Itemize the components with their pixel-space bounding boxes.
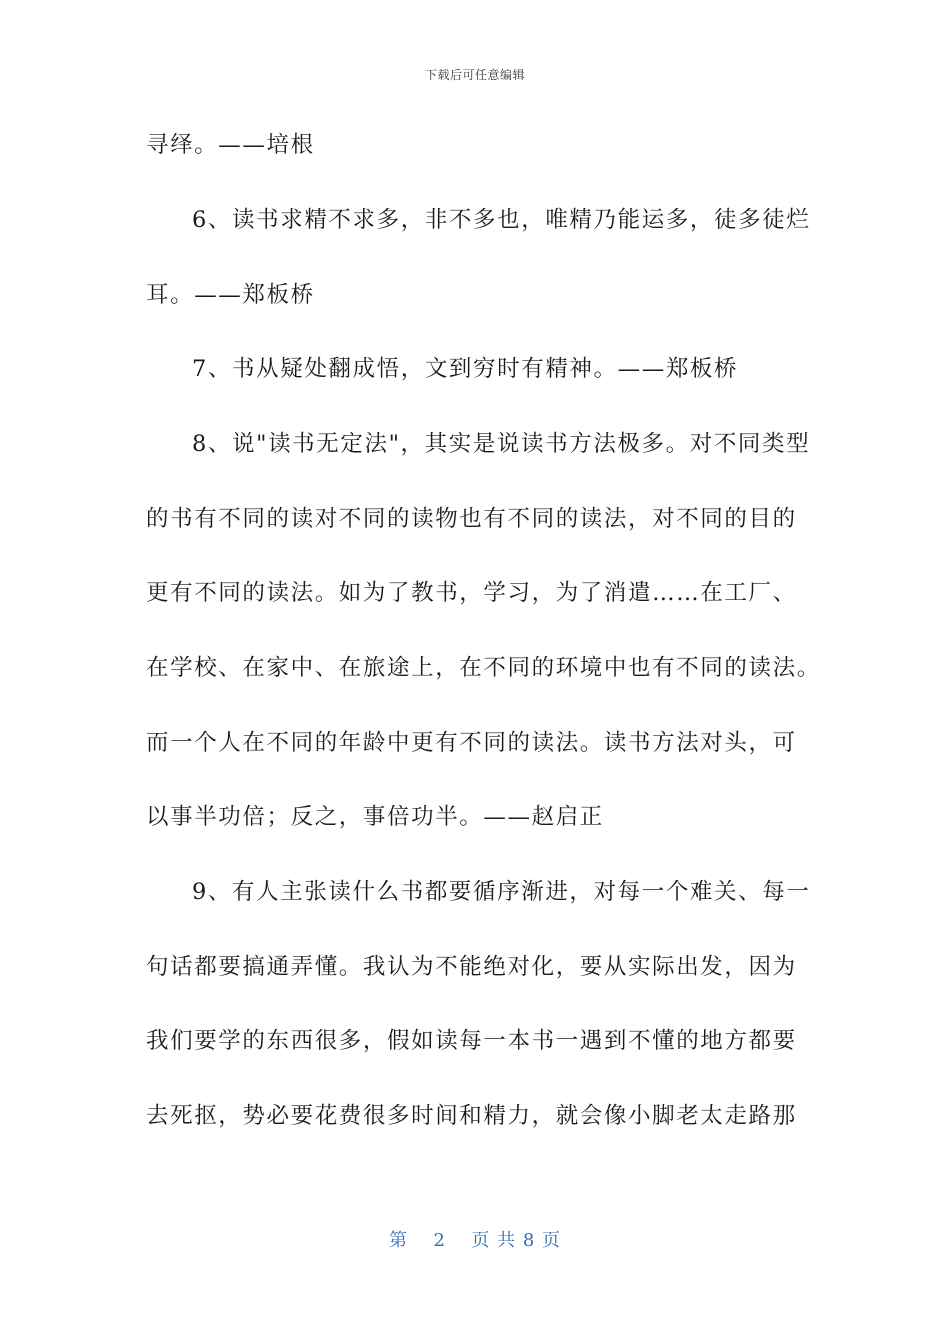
page-end-label: 页	[542, 1230, 562, 1251]
text-line: 7、书从疑处翻成悟，文到穷时有精神。——郑板桥	[192, 356, 739, 382]
text-line: 在学校、在家中、在旅途上，在不同的环境中也有不同的读法。	[146, 655, 821, 681]
page-number-footer	[0, 1226, 950, 1252]
page-label: 第	[388, 1230, 408, 1251]
text-line: 耳。——郑板桥	[146, 282, 315, 308]
text-line: 8、说"读书无定法"，其实是说读书方法极多。对不同类型	[192, 431, 811, 457]
page-total-label: 页 共	[471, 1230, 517, 1251]
current-page: 2	[433, 1230, 446, 1251]
page-header: 下载后可任意编辑	[424, 68, 525, 82]
text-line: 的书有不同的读对不同的读物也有不同的读法，对不同的目的	[146, 506, 797, 532]
text-line: 9、有人主张读什么书都要循序渐进，对每一个难关、每一	[192, 879, 811, 905]
text-line: 以事半功倍；反之，事倍功半。——赵启正	[146, 804, 604, 830]
text-line: 我们要学的东西很多，假如读每一本书一遇到不懂的地方都要	[146, 1028, 797, 1054]
text-line: 更有不同的读法。如为了教书，学习，为了消遣……在工厂、	[146, 580, 797, 606]
text-line: 6、读书求精不求多，非不多也，唯精乃能运多，徒多徒烂	[192, 207, 811, 233]
text-line: 句话都要搞通弄懂。我认为不能绝对化，要从实际出发，因为	[146, 954, 797, 980]
text-line: 寻绎。——培根	[146, 132, 315, 158]
total-pages: 8	[522, 1230, 536, 1251]
text-line: 而一个人在不同的年龄中更有不同的读法。读书方法对头，可	[146, 730, 797, 756]
text-line: 去死抠，势必要花费很多时间和精力，就会像小脚老太走路那	[146, 1103, 797, 1129]
